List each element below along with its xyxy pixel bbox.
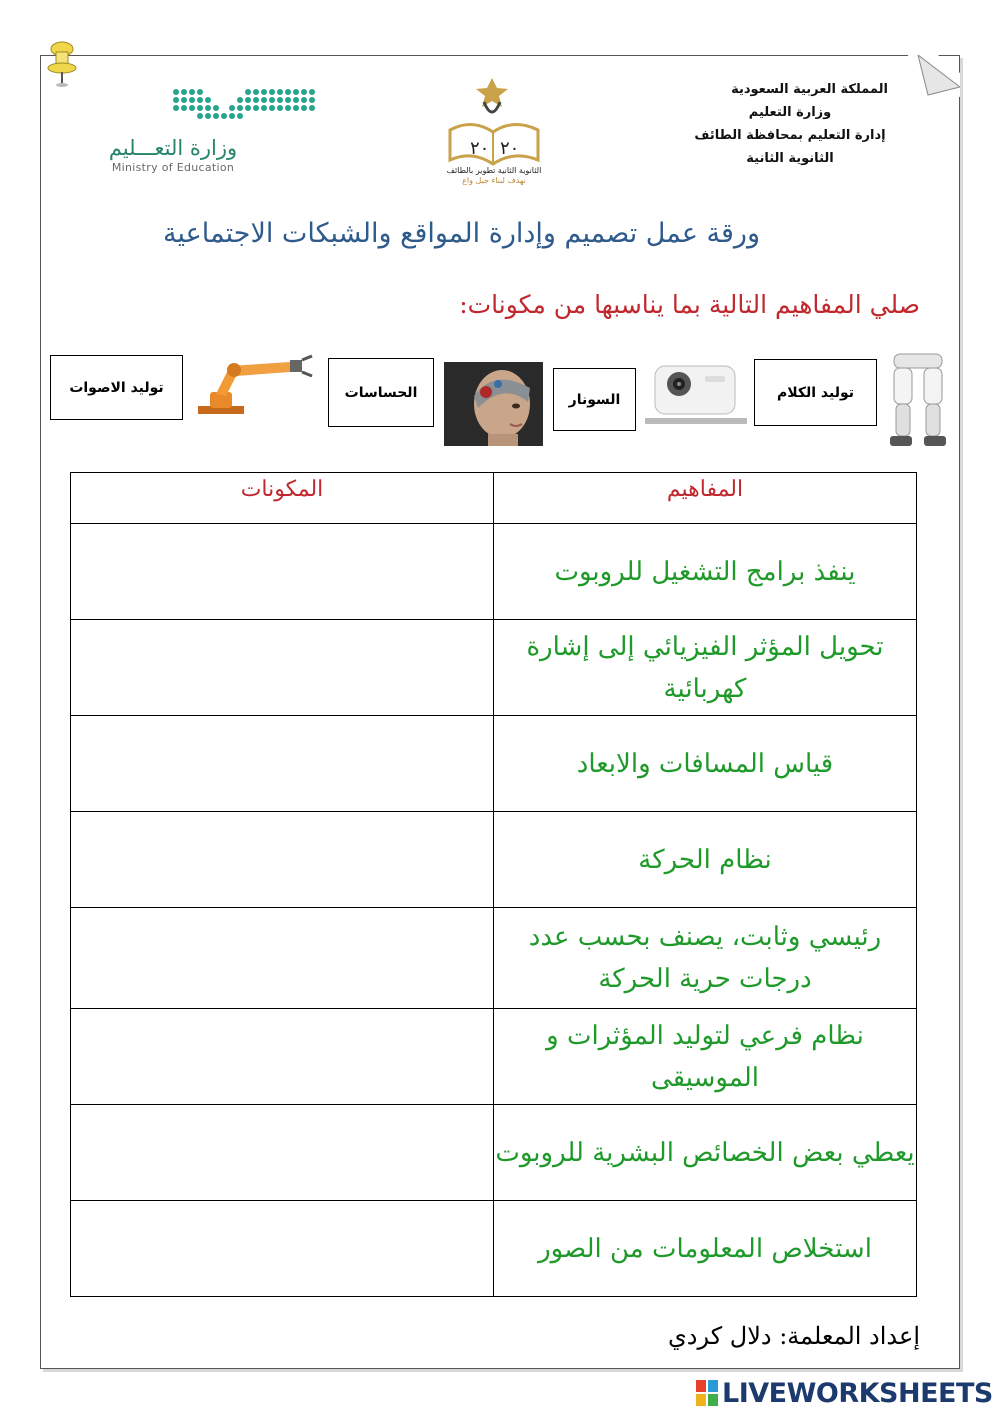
page-title: ورقة عمل تصميم وإدارة المواقع والشبكات الاجتماعية: [163, 218, 760, 249]
concept-cell: ينفذ برامج التشغيل للروبوت: [494, 524, 917, 620]
instruction: صلي المفاهيم التالية بما يناسبها من مكونات:: [459, 290, 920, 319]
robot-arm-image: [190, 354, 316, 418]
table-row: [71, 716, 917, 812]
table-row: [71, 524, 917, 620]
header-components: المكونات: [71, 473, 494, 524]
ministry-name-english: Ministry of Education: [111, 161, 235, 174]
answer-drop-cell[interactable]: [71, 1009, 494, 1105]
word-bank-item[interactable]: السونار: [553, 368, 636, 431]
concept-cell: يعطي بعض الخصائص البشرية للروبوت: [494, 1105, 917, 1201]
answer-drop-cell[interactable]: [71, 908, 494, 1009]
answer-drop-cell[interactable]: [71, 812, 494, 908]
word-bank-item[interactable]: توليد الاصوات: [50, 355, 183, 420]
table-row: [71, 1105, 917, 1201]
concept-cell: تحويل المؤثر الفيزيائي إلى إشارة كهربائية: [494, 620, 917, 716]
table-row: [71, 812, 917, 908]
robot-legs-image: [886, 352, 950, 450]
answer-drop-cell[interactable]: [71, 1201, 494, 1297]
sonar-device-image: [645, 362, 747, 424]
table-row: [71, 1009, 917, 1105]
humanoid-robot-photo: [444, 362, 543, 446]
table-row: [71, 620, 917, 716]
school-tagline: نهدف لبناء جيل واع: [462, 176, 526, 185]
concept-cell: رئيسي وثابت، يصنف بحسب عدد درجات حرية الحركة: [494, 908, 917, 1009]
concept-cell: نظام فرعي لتوليد المؤثرات و الموسيقى: [494, 1009, 917, 1105]
header-line-department: إدارة التعليم بمحافظة الطائف: [694, 128, 886, 143]
answer-drop-cell[interactable]: [71, 1105, 494, 1201]
liveworksheets-text: LIVEWORKSHEETS: [722, 1377, 993, 1409]
table-row: [71, 1201, 917, 1297]
table-row: [71, 908, 917, 1009]
liveworksheets-brand: [696, 1377, 993, 1409]
svg-text:٢٠: ٢٠: [470, 138, 490, 159]
table-header-row: [71, 473, 917, 524]
school-name: الثانوية الثانية تطوير بالطائف: [446, 166, 542, 175]
ministry-name-arabic: وزارة التعـــليم: [108, 136, 238, 160]
word-bank-item[interactable]: الحساسات: [328, 358, 434, 427]
answer-drop-cell[interactable]: [71, 524, 494, 620]
answer-drop-cell[interactable]: [71, 620, 494, 716]
concept-cell: استخلاص المعلومات من الصور: [494, 1201, 917, 1297]
school-caption: [432, 166, 556, 186]
page-fold-corner: [908, 55, 960, 97]
svg-text:٢٠: ٢٠: [500, 138, 520, 159]
concept-cell: نظام الحركة: [494, 812, 917, 908]
push-pin-icon: [44, 38, 80, 88]
header-line-school: الثانوية الثانية: [746, 151, 834, 166]
header-concepts: المفاهيم: [494, 473, 917, 524]
concept-cell: قياس المسافات والابعاد: [494, 716, 917, 812]
header-line-ministry: وزارة التعليم: [748, 105, 832, 120]
answer-drop-cell[interactable]: [71, 716, 494, 812]
teacher-credit: إعداد المعلمة: دلال كردي: [668, 1322, 920, 1350]
school-header: [680, 78, 900, 170]
ministry-dots-icon: [173, 89, 315, 119]
liveworksheets-logo-icon: [696, 1380, 718, 1406]
matching-table: [70, 472, 917, 1297]
header-line-kingdom: المملكة العربية السعودية: [731, 82, 888, 97]
word-bank-item[interactable]: توليد الكلام: [754, 359, 877, 426]
